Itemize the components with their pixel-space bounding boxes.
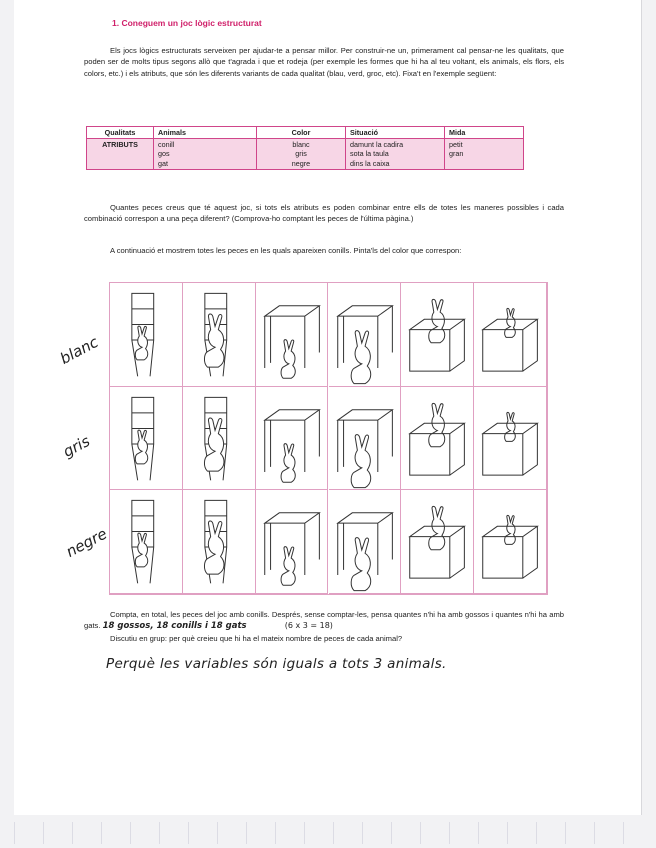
piece-cell	[401, 490, 474, 594]
piece-cell	[474, 283, 547, 387]
rabbit-icon	[135, 326, 147, 360]
ruler-tick	[478, 822, 479, 844]
piece-illustration	[110, 387, 183, 491]
rabbit-icon	[429, 403, 445, 446]
ruler-tick	[362, 822, 363, 844]
piece-cell	[110, 283, 183, 387]
piece-cell	[256, 283, 329, 387]
piece-cell	[401, 283, 474, 387]
rabbit-icon	[351, 434, 371, 487]
intro-paragraph: Els jocs lògics estructurats serveixen per ajudar-te a pensar millor. Per construir-ne un, primerament cal pensar-ne les qualitats, que poden ser de molts tipus segons allò que t'agrada i que et rodeja (per exemple les formes que hi ha al teu voltant, els animals, els flors, els colors, etc.) i els atributs, que són les diferents variants de cada qualitat (blau, verd, groc, etc). Fixa't en l'exemple següent:	[84, 46, 564, 78]
ruler-tick	[304, 822, 305, 844]
piece-illustration	[474, 490, 547, 594]
ruler-tick	[101, 822, 102, 844]
rabbit-icon	[505, 516, 516, 545]
ruler-tick	[188, 822, 189, 844]
ruler-tick	[333, 822, 334, 844]
piece-cell	[329, 490, 402, 594]
table-header: Situació	[346, 127, 445, 139]
animals-cell: conill gos gat	[154, 139, 257, 170]
ruler-tick	[623, 822, 624, 844]
rabbit-icon	[429, 507, 445, 550]
ruler-tick	[420, 822, 421, 844]
rabbit-icon	[204, 521, 224, 574]
rabbit-icon	[351, 331, 371, 384]
ruler-tick	[43, 822, 44, 844]
rabbit-icon	[135, 430, 147, 464]
instruction-paragraph: A continuació et mostrem totes les peces en les quals apareixen conills. Pinta'ls del color que correspon:	[110, 246, 462, 255]
piece-cell	[110, 490, 183, 594]
rabbit-icon	[505, 308, 516, 337]
situations-cell: damunt la cadira sota la taula dins la caixa	[346, 139, 445, 170]
row-label-handwritten: blanc	[57, 332, 102, 368]
piece-illustration	[110, 283, 183, 387]
section-title: 1. Coneguem un joc lògic estructurat	[112, 18, 262, 28]
handwritten-answer: Perquè les variables són iguals a tots 3 animals.	[106, 656, 447, 672]
table-header: Color	[257, 127, 346, 139]
table-header: Animals	[154, 127, 257, 139]
piece-cell	[474, 490, 547, 594]
piece-cell	[110, 387, 183, 491]
piece-illustration	[183, 283, 256, 387]
ruler-tick	[275, 822, 276, 844]
piece-illustration	[110, 490, 183, 594]
piece-cell	[256, 387, 329, 491]
attributes-table	[86, 126, 524, 170]
piece-illustration	[183, 490, 256, 594]
piece-cell	[329, 283, 402, 387]
table-row	[87, 139, 524, 170]
piece-illustration	[183, 387, 256, 491]
piece-illustration	[329, 490, 402, 594]
row-label-handwritten: negre	[63, 524, 110, 561]
rabbit-icon	[505, 412, 516, 441]
count-question: Compta, en total, les peces del joc amb conills. Després, sense comptar-les, pensa quantes n'hi ha amb gossos i quantes n'hi ha amb gats. 18 gossos, 18 conills i 18 gats (6 x 3 = 18) Discutiu en grup: per què creieu que hi ha el mateix nombre de peces de cada animal?	[84, 610, 564, 643]
table-header: Qualitats	[87, 127, 154, 139]
rabbit-icon	[204, 418, 224, 471]
row-label-handwritten: gris	[60, 432, 93, 461]
rabbit-icon	[135, 533, 147, 567]
piece-illustration	[256, 283, 329, 387]
ruler-tick	[565, 822, 566, 844]
page-ruler	[0, 815, 656, 848]
table-header: Mida	[445, 127, 524, 139]
piece-illustration	[329, 283, 402, 387]
ruler-tick	[536, 822, 537, 844]
rabbit-icon	[351, 538, 371, 591]
table-header-row	[87, 127, 524, 139]
ruler-tick	[507, 822, 508, 844]
ruler-tick	[246, 822, 247, 844]
piece-illustration	[401, 490, 474, 594]
piece-cell	[183, 387, 256, 491]
piece-cell	[183, 490, 256, 594]
sizes-cell: petit gran	[445, 139, 524, 170]
piece-illustration	[256, 387, 329, 491]
row-label: ATRIBUTS	[87, 139, 154, 170]
handwritten-counts: 18 gossos, 18 conills i 18 gats	[102, 621, 247, 632]
rabbit-icon	[429, 299, 445, 342]
piece-illustration	[474, 283, 547, 387]
ruler-tick	[159, 822, 160, 844]
rabbit-icon	[281, 547, 295, 586]
ruler-tick	[449, 822, 450, 844]
rabbit-icon	[281, 443, 295, 482]
piece-cell	[256, 490, 329, 594]
question-paragraph: Quantes peces creus que té aquest joc, si tots els atributs es poden combinar entre ells de totes les maneres possibles i cada combinació correspon a una peça diferent? (Comprova-ho comptant les peces de l'última pàgina.)	[84, 203, 564, 224]
piece-illustration	[401, 387, 474, 491]
piece-cell	[474, 387, 547, 491]
ruler-tick	[594, 822, 595, 844]
piece-illustration	[401, 283, 474, 387]
rabbit-pieces-grid	[109, 282, 548, 595]
ruler-tick	[217, 822, 218, 844]
piece-illustration	[256, 490, 329, 594]
piece-cell	[329, 387, 402, 491]
colors-cell: blanc gris negre	[257, 139, 346, 170]
piece-illustration	[329, 387, 402, 491]
ruler-tick	[391, 822, 392, 844]
piece-cell	[401, 387, 474, 491]
ruler-tick	[130, 822, 131, 844]
piece-cell	[183, 283, 256, 387]
handwritten-calculation: (6 x 3 = 18)	[284, 621, 333, 631]
ruler-tick	[72, 822, 73, 844]
rabbit-icon	[204, 314, 224, 367]
piece-illustration	[474, 387, 547, 491]
ruler-tick	[14, 822, 15, 844]
rabbit-icon	[281, 340, 295, 379]
